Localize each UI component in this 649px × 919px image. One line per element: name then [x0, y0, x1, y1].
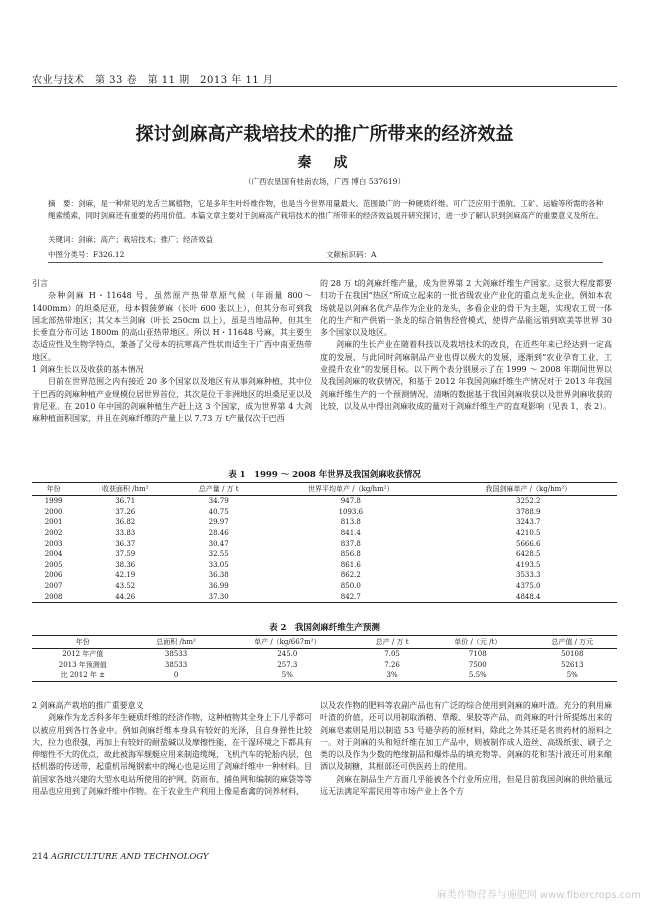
table-cell: 33.83 — [115, 529, 136, 538]
table-row — [32, 538, 617, 549]
table-cell: 2007 — [44, 582, 63, 591]
body-column-left-top — [32, 278, 312, 426]
table-cell: 37.30 — [175, 591, 262, 602]
table-cell: 245.0 — [277, 650, 298, 659]
table-cell: 5666.6 — [516, 539, 541, 548]
table-cell: 2004 — [44, 550, 63, 559]
table-header-cell: 世界平均单产 /（kg/hm²） — [262, 483, 439, 496]
section-heading: 2 剑麻高产栽培的推广重要意义 — [32, 701, 144, 710]
table-cell: 1999 — [44, 497, 63, 506]
header-rule — [32, 86, 617, 87]
table-header-cell: 年份 — [32, 483, 75, 496]
table-cell: 37.26 — [115, 507, 136, 516]
table-cell: 52613 — [561, 660, 584, 669]
table-cell: 3252.2 — [516, 497, 541, 506]
table-cell: 837.8 — [340, 539, 361, 548]
page-footer — [32, 852, 209, 862]
author-name: 秦 成 — [297, 155, 352, 171]
table-row — [32, 660, 617, 671]
table-header-cell: 总产值 / 万元 — [528, 636, 617, 649]
table-row — [32, 528, 617, 539]
table-cell: 7.26 — [384, 660, 400, 669]
table1-harvest — [32, 482, 617, 603]
table-cell: 813.8 — [340, 518, 361, 527]
table-cell: 861.6 — [340, 560, 361, 569]
table-header-cell: 总产 / 万 t — [356, 636, 428, 649]
table-cell: 38.36 — [115, 560, 136, 569]
table-cell: 36.38 — [208, 571, 229, 580]
table-cell: 37.59 — [115, 550, 136, 559]
table-cell: 7.05 — [384, 650, 400, 659]
author-affiliation: （广西农垦国有桂南农场，广西 博白 537619） — [244, 177, 405, 186]
table-row — [32, 560, 617, 571]
table-cell: 40.75 — [208, 507, 229, 516]
table-cell: 3533.3 — [516, 571, 541, 580]
table-cell: 7108 — [468, 650, 487, 659]
table-row — [32, 570, 617, 581]
table-row — [32, 507, 617, 518]
table-cell: 36.82 — [115, 518, 136, 527]
table-cell: 33.05 — [208, 560, 229, 569]
abstract: 摘 要：剑麻，是一种常见的龙舌兰属植物，它是多年生叶纤维作物，也是当今世界用量最大、范围最广的一种硬质纤维。可广泛应用于渔航、工矿、运输等所需的各种绳索缆索，同时剑麻还有重要的药用价值。本篇文章主要对于剑麻高产栽培技术的推广所带来的经济效益展开研究探讨，进一步了解认识到剑麻高产的重要意义及所在。 — [48, 199, 603, 220]
table-cell: 2002 — [44, 529, 63, 538]
table-cell: 36.71 — [115, 497, 136, 506]
table-cell: 862.2 — [340, 571, 361, 580]
site-watermark: 麻类作物营养与施肥网 www.fibercrops.com — [436, 890, 641, 901]
table-cell: 842.7 — [262, 591, 439, 602]
table-cell: 5% — [219, 670, 357, 681]
table-row — [32, 670, 617, 681]
table2-caption: 表 2 我国剑麻纤维生产预测 — [269, 623, 380, 633]
table-cell: 841.4 — [340, 529, 361, 538]
journal-header: 农业与技术 第 33 卷 第 11 期 2013 年 11 月 — [32, 75, 274, 86]
table-cell: 6428.5 — [516, 550, 541, 559]
table-cell: 比 2012 年 ± — [32, 670, 134, 681]
body-paragraph: 以及农作物的肥料等农副产品也有广泛的综合使用到剑麻的麻叶渣。充分的利用麻叶渣的价值，还可以用制取酒精、草酸、果胶等产品，而剑麻的叶汁所提炼出来的剑麻皂素则是用以制造 53 号避孕药的原材料，除此之外其还是名贵药材的原料之一。对于剑麻的头和短纤维在加工产品中，则被制作成人造丝、高级纸张、刷子之类的以及作为少数的绝缘制品和爆炸品的填充物等。剑麻的花和茎汁液还可用来酿酒以及制糖，其根部还可供医药上的使用。 — [320, 701, 612, 772]
table-row — [32, 549, 617, 560]
table-row — [32, 649, 617, 660]
table-cell: 7500 — [468, 660, 487, 669]
table-cell: 2000 — [44, 507, 63, 516]
table-header-cell: 年份 — [32, 636, 134, 649]
table-cell: 2013 年预测值 — [58, 660, 107, 669]
keywords: 关键词：剑麻；高产；栽培技术；推广；经济效益 — [48, 235, 213, 244]
table2-forecast — [32, 635, 617, 682]
table-cell: 3% — [356, 670, 428, 681]
table-header-cell: 单价 /（元 /t） — [428, 636, 528, 649]
abstract-rule — [48, 262, 603, 263]
table-row — [32, 517, 617, 528]
table-cell: 32.55 — [208, 550, 229, 559]
table-cell: 4193.5 — [516, 560, 541, 569]
table-cell: 2012 年产值 — [62, 650, 104, 659]
table-header-cell: 我国剑麻单产 /（kg/hm²） — [440, 483, 617, 496]
table-cell: 947.8 — [340, 497, 361, 506]
table-cell: 5% — [528, 670, 617, 681]
table-cell: 3243.7 — [516, 518, 541, 527]
table-cell: 2001 — [44, 518, 63, 527]
table-cell: 4210.5 — [516, 529, 541, 538]
table-cell: 30.47 — [208, 539, 229, 548]
table-cell: 1093.6 — [338, 507, 364, 516]
article-title: 探讨剑麻高产栽培技术的推广所带来的经济效益 — [135, 124, 514, 145]
table-cell: 257.3 — [277, 660, 298, 669]
table-cell: 5.5% — [428, 670, 528, 681]
table-cell: 34.79 — [208, 497, 229, 506]
body-column-right-top — [320, 278, 612, 413]
table-cell: 29.97 — [208, 518, 229, 527]
body-paragraph: 的 28 万 t的剑麻纤维产量，成为世界第 2 大剑麻纤维生产国家。这很大程度都要归功于在我国“热区”所成立起来的一批省级农业产业化的重点龙头企业，例如本农场就是以剑麻名优产品作为企业的龙头，多看企业的骨干为主题，实现农工贸一体化的生产和产供销一条龙的综合销售经营模式，使得产品能远销到欧美等世界 30 多个国家以及地区。 — [320, 279, 612, 338]
table-cell: 50108 — [561, 650, 584, 659]
table-cell: 36.99 — [208, 582, 229, 591]
body-paragraph: 目前在世界范围之内有接近 20 多个国家以及地区有从事剑麻种植，其中位于巴西的剑麻种植产业规模位居世界首位，其次是位于非洲地区的坦桑尼亚以及肯尼亚。在 2010 年中国的剑麻种植生产赶上这 3 个国家，成为世界第 4 大剑麻种植面积国家，并且在剑麻纤维的产量上以 7.73 万 t产量仅次于巴西 — [32, 377, 312, 424]
table-cell: 3788.9 — [516, 507, 541, 516]
body-paragraph: 剑麻的生长产业在随着科技以及栽培技术的改良，在近些年来已经达到一定高度的发展，与此同时剑麻制品产业也得以极大的发展，逐渐到“农业孕育工业，工业提升农业”的发展目标。以下两个表分别展示了在 1999 ～ 2008 年期间世界以及我国剑麻的收获情况，和基于 2012 年我国剑麻纤维生产情况对于 2013 年我国剑麻纤维生产的一个预测情况。清晰的数据基于我国剑麻收获以及世界剑麻收获的比较，以及从中得出剑麻收成的量对于剑麻纤维生产的直观影响（见表 1、表 2）。 — [320, 340, 612, 411]
table-cell: 856.8 — [340, 550, 361, 559]
table-cell: 4375.0 — [516, 582, 541, 591]
table-cell: 44.26 — [75, 591, 175, 602]
table-cell: 2005 — [44, 560, 63, 569]
section-heading: 1 剑麻生长以及收获的基本情况 — [32, 365, 144, 375]
table-cell: 28.46 — [208, 529, 229, 538]
table-cell: 2003 — [44, 539, 63, 548]
page-number: 214 — [32, 852, 49, 862]
body-paragraph: 剑麻作为龙舌科多年生硬质纤维的经济作物，这种植物其全身上下几乎都可以被应用到各行各业中。例如剑麻纤维本身具有较好的光泽，且自身弹性比较大，拉力也很强，再加上有较好的耐盐碱以及摩擦性能，在干湿环境之下都具有伸缩性不大的优点，故此被海军舰艇应用来制造缆绳，飞机汽车的轮胎内层，包括机器的传送带，起重机吊绳钢索中的绳心也是运用了剑麻纤维中一种材料。目前国家各地兴建的大型水电站所使用的护网、防雨布、捕鱼网和编制的麻袋等等用品也应用到了剑麻纤维中作物。在于农业生产利用上像是畜禽的饲养材料， — [32, 713, 312, 797]
body-column-left-bottom — [32, 700, 312, 798]
table-row — [32, 496, 617, 507]
clc-number: 中图分类号：F326.12 — [48, 250, 125, 259]
table-cell: 2006 — [44, 571, 63, 580]
table-header-cell: 总产量 / 万 t — [175, 483, 262, 496]
table-cell: 42.19 — [115, 571, 136, 580]
table-header-cell: 收获面积 /hm² — [75, 483, 175, 496]
journal-english-name: AGRICULTURE AND TECHNOLOGY — [50, 852, 209, 862]
table-header-cell: 总面积 /hm² — [134, 636, 219, 649]
body-paragraph: 杂种剑麻 H・11648 号，虽然原产热带草原气候（年雨量 800～1400mm）的坦桑尼亚，母本假菠萝麻（长叶 600 张以上），但其分布可到我国北部热带地区；其父本兰剑麻（叶长 250cm 以上），虽是当地品种，但其生长垂直分布可达 1800m 的高山亚热带地区。所以 H・11648 号麻，其主要生态适应性及生物学特点，兼备了父母本的抗寒高产性状而适生于广西中南亚热带地区。 — [32, 291, 312, 362]
table-cell: 38533 — [164, 650, 188, 659]
table-cell: 4848.4 — [440, 591, 617, 602]
document-code: 文献标识码：A — [326, 250, 377, 259]
table-row — [32, 591, 617, 602]
table-cell: 850.0 — [340, 582, 361, 591]
table-cell: 38533 — [164, 660, 188, 669]
table-cell: 36.37 — [115, 539, 136, 548]
body-column-right-bottom — [320, 700, 612, 798]
table-header-cell: 单产 /（kg/667m²） — [219, 636, 357, 649]
body-paragraph: 剑麻在制品生产方面几乎能被各个行业所应用，但是目前我国剑麻的供给量远远无法满足军需民用等市场产业上各个方 — [320, 774, 612, 797]
section-heading: 引言 — [32, 279, 48, 288]
table-cell: 0 — [134, 670, 219, 681]
table-cell: 43.52 — [115, 582, 136, 591]
table1-caption: 表 1 1999 ～ 2008 年世界及我国剑麻收获情况 — [228, 470, 421, 480]
table-row — [32, 581, 617, 592]
table-cell: 2008 — [32, 591, 75, 602]
